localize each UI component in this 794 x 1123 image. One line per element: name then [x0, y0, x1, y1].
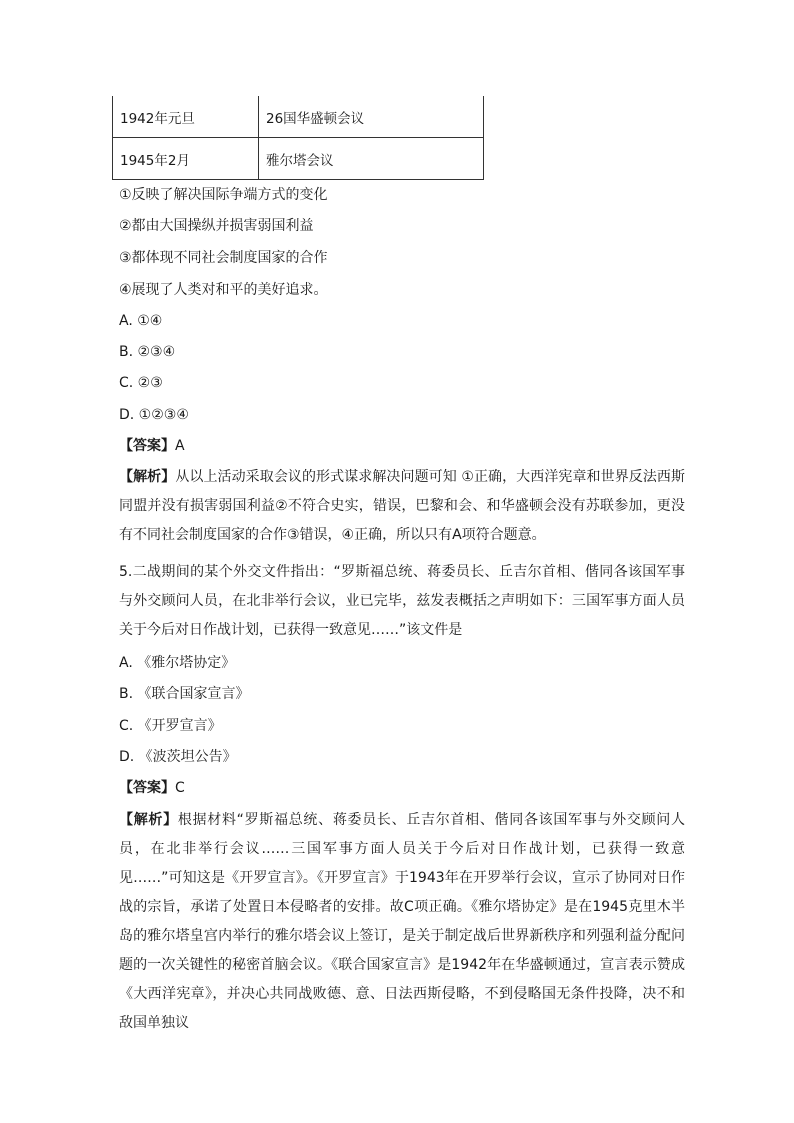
q5-option-b: B. 《联合国家宣言》: [119, 686, 250, 702]
q5-analysis: [119, 806, 685, 1038]
q5-answer: [119, 778, 185, 798]
table-cell-date: 1945年2月: [113, 138, 259, 180]
analysis-text: 从以上活动采取会议的形式谋求解决问题可知 ①正确，大西洋宪章和世界反法西斯同盟并没有损害弱国利益②不符合史实，错误，巴黎和会、和华盛顿会没有苏联参加，更没有不同社会制度国家的合作③错误，④正确，所以只有A项符合题意。: [119, 469, 686, 543]
table-cell-date: 1942年元旦: [113, 96, 259, 138]
statement-1: ①反映了解决国际争端方式的变化: [119, 187, 328, 203]
q5-stem: 5.二战期间的某个外交文件指出：“罗斯福总统、蒋委员长、丘吉尔首相、偕同各该国军事与外交顾问人员，在北非举行会议，业已完毕，兹发表概括之声明如下：三国军事方面人员关于今后对日作战计划，已获得一致意见……”该文件是: [119, 564, 685, 638]
statement-4: ④展现了人类对和平的美好追求。: [119, 282, 328, 298]
statement-3: ③都体现不同社会制度国家的合作: [119, 250, 328, 266]
statement-2: ②都由大国操纵并损害弱国利益: [119, 218, 314, 234]
q5-option-c: C. 《开罗宣言》: [119, 718, 222, 734]
q5-option-d: D. 《波茨坦公告》: [119, 749, 237, 765]
answer-value: A: [175, 438, 185, 454]
conference-table: [112, 96, 484, 180]
table-row: [113, 138, 484, 180]
analysis-text: 根据材料“罗斯福总统、蒋委员长、丘吉尔首相、偕同各该国军事与外交顾问人员，在北非举行会议……三国军事方面人员关于今后对日作战计划，已获得一致意见……”可知这是《开罗宣言》。《开罗宣言》于1943年在开罗举行会议，宣示了协同对日作战的宗旨，承诺了处置日本侵略者的安排。故C项正确。《雅尔塔协定》是在1945克里木半岛的雅尔塔皇宫内举行的雅尔塔会议上签订，是关于制定战后世界新秩序和列强利益分配问题的一次关键性的秘密首脑会议。《联合国家宣言》是1942年在华盛顿通过，宣言表示赞成《大西洋宪章》，并决心共同战败德、意、日法西斯侵略，不到侵略国无条件投降，决不和敌国单独议: [119, 812, 685, 1031]
q4-option-b: B. ②③④: [119, 344, 176, 360]
q4-option-c: C. ②③: [119, 375, 163, 391]
table-cell-event: 雅尔塔会议: [259, 138, 484, 180]
table-row: [113, 96, 484, 138]
q4-option-a: A. ①④: [119, 313, 163, 329]
q4-analysis: [119, 463, 685, 550]
table-cell-event: 26国华盛顿会议: [259, 96, 484, 138]
analysis-label: 【解析】: [119, 812, 178, 828]
q5-option-a: A. 《雅尔塔协定》: [119, 655, 236, 671]
q4-answer: [119, 436, 185, 456]
analysis-label: 【解析】: [119, 469, 176, 485]
answer-label: 【答案】: [119, 780, 175, 796]
answer-value: C: [175, 780, 185, 796]
q4-option-d: D. ①②③④: [119, 407, 189, 423]
answer-label: 【答案】: [119, 438, 175, 454]
